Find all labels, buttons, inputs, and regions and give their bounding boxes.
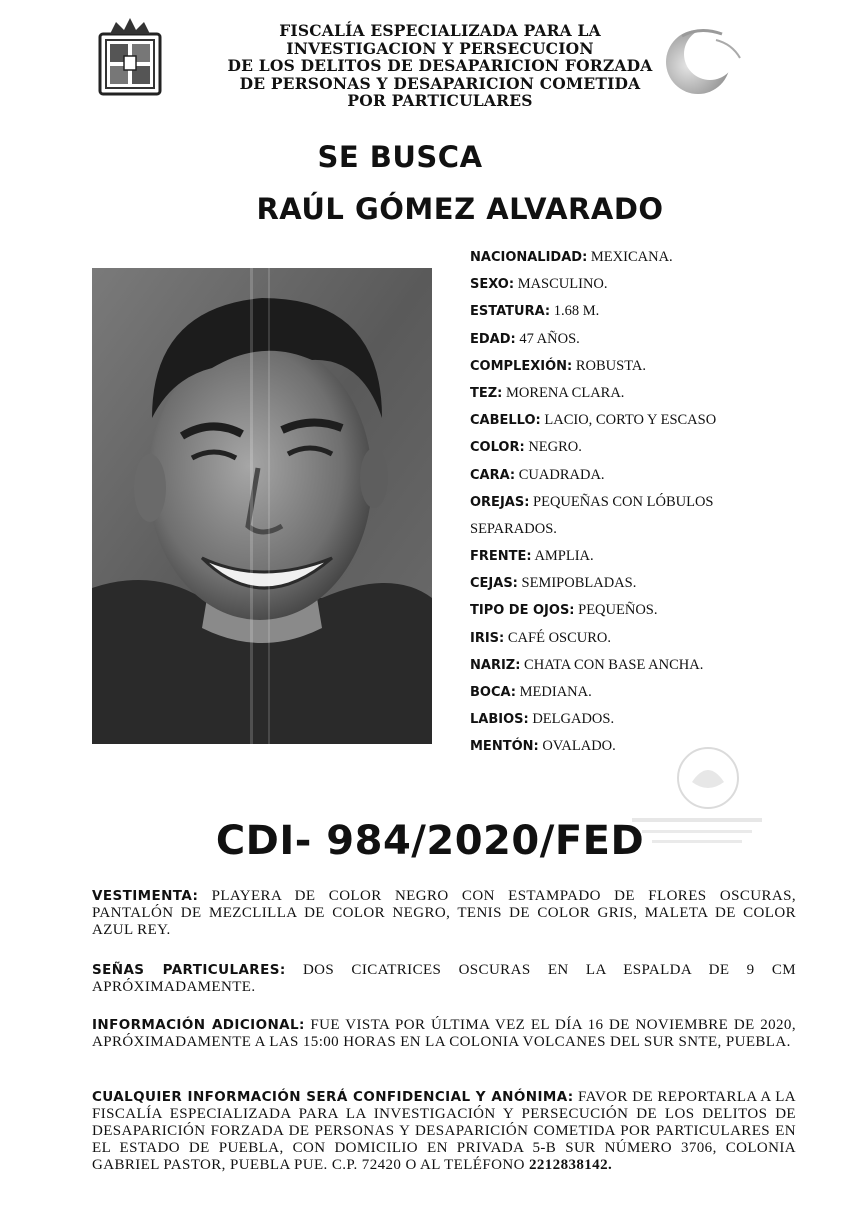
attribute-label: FRENTE: xyxy=(470,549,532,565)
attribute-row-face xyxy=(470,462,850,489)
agency-header-line: DE LOS DELITOS DE DESAPARICION FORZADA xyxy=(227,56,653,75)
attribute-value: ROBUSTA. xyxy=(575,357,646,374)
attribute-row-lips xyxy=(470,706,850,733)
attribute-label: ESTATURA: xyxy=(470,304,551,320)
agency-header xyxy=(170,22,710,110)
attribute-row-complexion xyxy=(470,380,850,407)
attribute-label: LABIOS: xyxy=(470,712,529,728)
attribute-value: CUADRADA. xyxy=(518,466,605,483)
attribute-value: PEQUEÑAS CON LÓBULOS xyxy=(533,493,714,510)
attribute-row-build xyxy=(470,353,850,380)
attribute-label: TIPO DE OJOS: xyxy=(470,603,575,619)
attribute-row-iris xyxy=(470,625,850,652)
attribute-label: OREJAS: xyxy=(470,494,530,510)
attribute-label: BOCA: xyxy=(470,685,517,700)
attribute-row-mouth xyxy=(470,679,850,706)
attribute-row-eyebrows xyxy=(470,570,850,597)
clothing-label: VESTIMENTA: xyxy=(92,888,199,904)
clothing-text: PLAYERA DE COLOR NEGRO CON ESTAMPADO DE FLORES OSCURAS, PANTALÓN DE MEZCLILLA DE COLOR NEGRO, TENIS DE COLOR GRIS, MALETA DE COLOR AZUL REY. xyxy=(92,888,796,938)
wanted-title: SE BUSCA xyxy=(317,140,483,174)
attribute-label: IRIS: xyxy=(470,630,505,646)
attribute-label: MENTÓN: xyxy=(470,739,539,755)
attribute-label: COMPLEXIÓN: xyxy=(470,358,573,374)
attribute-value: MASCULINO. xyxy=(517,276,608,293)
attribute-row-eye-type xyxy=(470,597,850,624)
attribute-value: SEMIPOBLADAS. xyxy=(521,575,637,592)
attribute-value: OVALADO. xyxy=(542,738,616,755)
agency-header-line: INVESTIGACION Y PERSECUCION xyxy=(286,38,594,58)
physical-description-list xyxy=(470,244,850,761)
attribute-row-forehead xyxy=(470,543,850,570)
agency-header-line: DE PERSONAS Y DESAPARICION COMETIDA xyxy=(239,73,641,93)
attribute-value: CAFÉ OSCURO. xyxy=(507,629,612,646)
attribute-label: CEJAS: xyxy=(470,576,518,592)
person-name: RAÚL GÓMEZ ALVARADO xyxy=(256,192,664,226)
distinguishing-marks-text: DOS CICATRICES OSCURAS EN LA ESPALDA DE 9 CM APRÓXIMADAMENTE. xyxy=(92,962,796,995)
attribute-value: 1.68 M. xyxy=(553,303,600,320)
distinguishing-marks-paragraph xyxy=(92,962,796,996)
agency-header-line: POR PARTICULARES xyxy=(347,91,533,110)
attribute-value: AMPLIA. xyxy=(534,548,594,565)
attribute-label: COLOR: xyxy=(470,440,525,456)
attribute-value: MEDIANA. xyxy=(519,684,592,700)
attribute-row-ears-continued xyxy=(470,516,850,543)
contact-label: CUALQUIER INFORMACIÓN SERÁ CONFIDENCIAL Y ANÓNIMA: xyxy=(92,1089,574,1105)
attribute-row-height xyxy=(470,298,850,325)
attribute-row-sex xyxy=(470,271,850,298)
contact-text: FAVOR DE REPORTARLA A LA FISCALÍA ESPECIALIZADA PARA LA INVESTIGACIÓN Y PERSECUCIÓN DE LOS DELITOS DE DESAPARICIÓN FORZADA DE PERSONAS Y DESAPARICIÓN COMETIDA POR PARTICULARES EN EL ESTADO DE PUEBLA, CON DOMICILIO EN PRIVADA 5-B SUR NÚMERO 3706, COLONIA GABRIEL PASTOR, PUEBLA PUE. C.P. 72420 O AL TELÉFONO xyxy=(92,1089,796,1173)
attribute-label: TEZ: xyxy=(470,385,503,401)
attribute-row-hair-color xyxy=(470,434,850,461)
attribute-value: DELGADOS. xyxy=(532,711,615,728)
attribute-label: CARA: xyxy=(470,467,516,483)
additional-info-text: FUE VISTA POR ÚLTIMA VEZ EL DÍA 16 DE NOVIEMBRE DE 2020, APRÓXIMADAMENTE A LAS 15:00 HORAS EN LA COLONIA VOLCANES DEL SUR SNTE, PUEBLA. xyxy=(92,1017,796,1050)
state-seal-icon xyxy=(96,16,164,98)
attribute-row-nationality xyxy=(470,244,850,271)
contact-phone: 2212838142. xyxy=(528,1157,613,1173)
attribute-value: SEPARADOS. xyxy=(470,520,557,537)
attribute-value: LACIO, CORTO Y ESCASO xyxy=(544,412,717,429)
clothing-paragraph xyxy=(92,888,796,939)
attribute-value: 47 AÑOS. xyxy=(519,330,580,347)
contact-paragraph xyxy=(92,1089,796,1174)
attribute-value: MORENA CLARA. xyxy=(506,384,625,401)
attribute-row-age xyxy=(470,326,850,353)
attribute-label: NACIONALIDAD: xyxy=(470,250,588,265)
attribute-value: NEGRO. xyxy=(528,439,582,456)
additional-info-label: INFORMACIÓN ADICIONAL: xyxy=(92,1017,305,1033)
attribute-label: SEXO: xyxy=(470,277,515,293)
attribute-row-hair xyxy=(470,407,850,434)
agency-crescent-logo-icon xyxy=(656,24,746,96)
agency-header-line: FISCALÍA ESPECIALIZADA PARA LA xyxy=(279,21,601,40)
attribute-value: MEXICANA. xyxy=(590,249,673,265)
attribute-label: EDAD: xyxy=(470,331,516,347)
case-number: CDI- 984/2020/FED xyxy=(215,818,645,864)
distinguishing-marks-label: SEÑAS PARTICULARES: xyxy=(92,962,286,978)
attribute-row-ears xyxy=(470,489,850,516)
attribute-row-nose xyxy=(470,652,850,679)
attribute-value: CHATA CON BASE ANCHA. xyxy=(524,656,704,673)
attribute-value: PEQUEÑOS. xyxy=(578,602,658,619)
missing-person-photo xyxy=(92,268,432,744)
attribute-label: NARIZ: xyxy=(470,657,521,673)
additional-info-paragraph xyxy=(92,1017,796,1051)
attribute-label: CABELLO: xyxy=(470,413,541,429)
